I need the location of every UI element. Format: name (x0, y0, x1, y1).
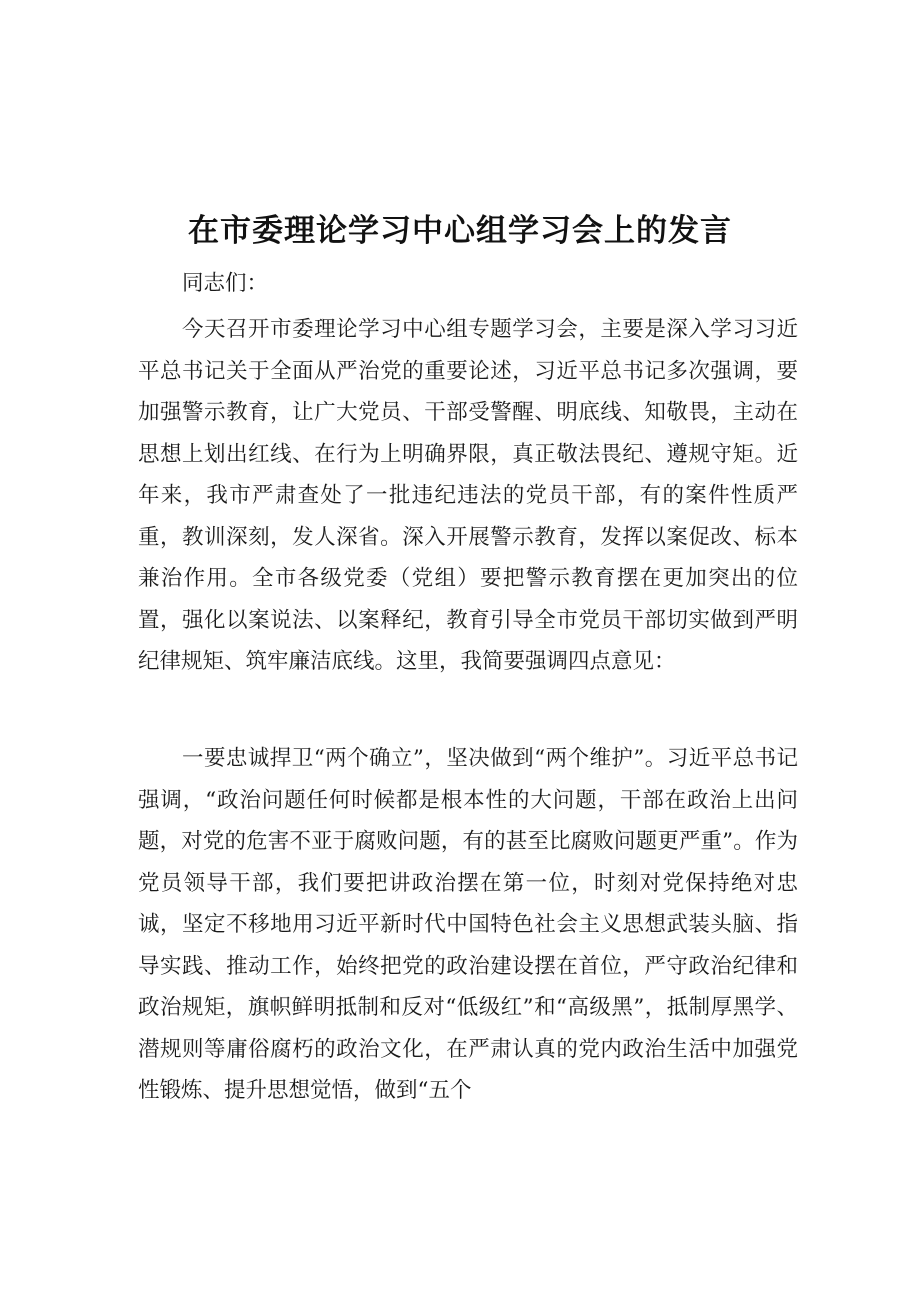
salutation: 同志们： (182, 271, 269, 296)
document-title: 在市委理论学习中心组学习会上的发言 (188, 213, 732, 249)
paragraph-2: 一要忠诚捍卫“两个确立”，坚决做到“两个维护”。习近平总书记强调，“政治问题任何时候都是根本性的大问题，干部在政治上出问题，对党的危害不亚于腐败问题，有的甚至比腐败问题更严重”。作为党员领导干部，我们要把讲政治摆在第一位，时刻对党保持绝对忠诚，坚定不移地用习近平新时代中国特色社会主义思想武装头脑、指导实践、推动工作，始终把党的政治建设摆在首位，严守政治纪律和政治规矩，旗帜鲜明抵制和反对“低级红”和“高级黑”，抵制厚黑学、潜规则等庸俗腐朽的政治文化，在严肃认真的党内政治生活中加强党性锻炼、提升思想觉悟，做到“五个 (138, 746, 798, 1103)
paragraph-1: 今天召开市委理论学习中心组专题学习会，主要是深入学习习近平总书记关于全面从严治党的重要论述，习近平总书记多次强调，要加强警示教育，让广大党员、干部受警醒、明底线、知敬畏，主动在思想上划出红线、在行为上明确界限，真正敬法畏纪、遵规守矩。近年来，我市严肃查处了一批违纪违法的党员干部，有的案件性质严重，教训深刻，发人深省。深入开展警示教育，发挥以案促改、标本兼治作用。全市各级党委（党组）要把警示教育摆在更加突出的位置，强化以案说法、以案释纪，教育引导全市党员干部切实做到严明纪律规矩、筑牢廉洁底线。这里，我简要强调四点意见： (138, 317, 798, 674)
